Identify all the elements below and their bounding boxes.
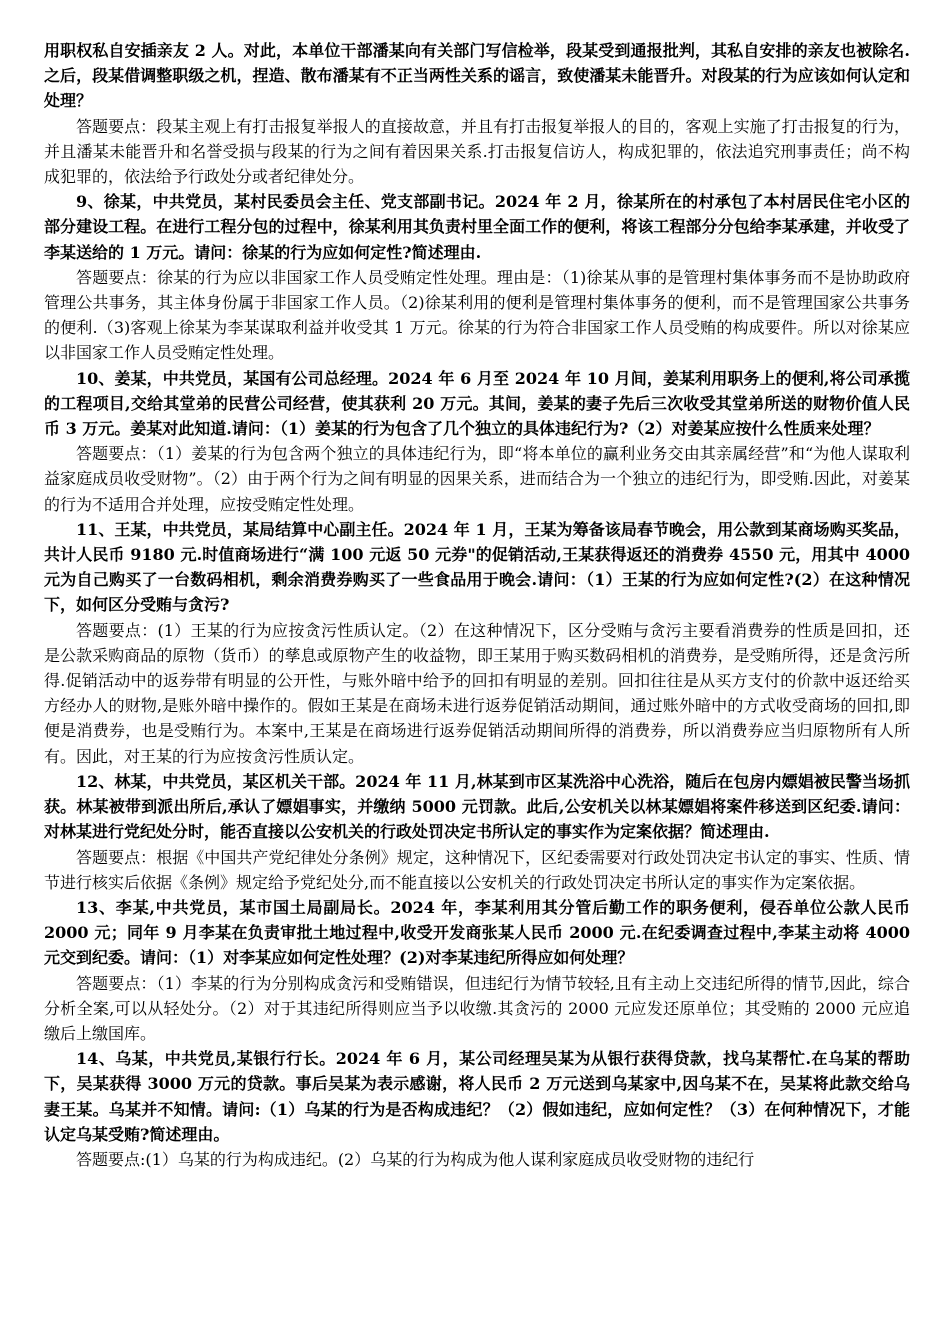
question-paragraph-9: 9、徐某，中共党员，某村民委员会主任、党支部副书记。2024 年 2 月，徐某所在的村承包了本村居民住宅小区的部分建设工程。在进行工程分包的过程中，徐某利用其负责村里全面工作的便利，将该工程部分分包给李某承建，并收受了李某送给的 1 万元。请问：徐某的行为应如何定性?简述理由. — [44, 192, 910, 262]
question-paragraph-11: 11、王某，中共党员，某局结算中心副主任。2024 年 1 月，王某为筹备该局春节晚会，用公款到某商场购买奖品，共计人民币 9180 元.时值商场进行“满 100 元返 50 元券"的促销活动,王某获得返还的消费券 4550 元，用其中 4000 元为自己购买了一台数码相机，剩余消费券购买了一些食品用于晚会.请问：（1）王某的行为应如何定性?(2）在这种情况下，如何区分受贿与贪污? — [44, 519, 910, 615]
question-paragraph-12: 12、林某，中共党员，某区机关干部。2024 年 11 月,林某到市区某洗浴中心洗浴，随后在包房内嫖娼被民警当场抓获。林某被带到派出所后,承认了嫖娼事实，并缴纳 5000 元罚款。此后,公安机关以林某嫖娼将案件移送到区纪委.请问：对林某进行党纪处分时，能否直接以公安机关的行政处罚决定书所认定的事实作为定案依据？简述理由. — [44, 771, 910, 842]
answer-paragraph-8: 答题要点：段某主观上有打击报复举报人的直接故意，并且有打击报复举报人的目的，客观上实施了打击报复的行为，并且潘某未能晋升和名誉受损与段某的行为之间有着因果关系.打击报复信访人，构成犯罪的，依法追究刑事责任；尚不构成犯罪的，依法给予行政处分或者纪律处分。 — [44, 116, 910, 187]
answer-paragraph-9: 答题要点：徐某的行为应以非国家工作人员受贿定性处理。理由是：（1)徐某从事的是管理村集体事务而不是协助政府管理公共事务，其主体身份属于非国家工作人员。（2)徐某利用的便利是管理村集体事务的便利，而不是管理国家公共事务的便利.（3)客观上徐某为李某谋取利益并收受其 1 万元。徐某的行为符合非国家工作人员受贿的构成要件。所以对徐某应以非国家工作人员受贿定性处理。 — [44, 267, 910, 363]
answer-paragraph-11: 答题要点：(1）王某的行为应按贪污性质认定。（2）在这种情况下，区分受贿与贪污主要看消费券的性质是回扣，还是公款采购商品的原物（货币）的孳息或原物产生的收益物，即王某用于购买数码相机的消费券，是受贿所得，还是贪污所得.促销活动中的返券带有明显的公开性，与账外暗中给予的回扣有明显的差别。回扣往往是从买方支付的价款中返还给买方经办人的财物,是账外暗中操作的。假如王某是在商场未进行返券促销活动期间，通过账外暗中的方式收受商场的回扣,即便是消费券，也是受贿行为。本案中,王某是在商场进行返券促销活动期间所得的消费券，所以消费券应当归原物所有人所有。因此，对王某的行为应按贪污性质认定。 — [44, 620, 910, 766]
question-paragraph-10: 10、姜某，中共党员，某国有公司总经理。2024 年 6 月至 2024 年 10 月间，姜某利用职务上的便利,将公司承揽的工程项目,交给其堂弟的民营公司经营，使其获利 20 万元。其间，姜某的妻子先后三次收受其堂弟所送的财物价值人民币 3 万元。姜某对此知道.请问：（1）姜某的行为包含了几个独立的具体违纪行为?（2）对姜某应按什么性质来处理？ — [44, 368, 910, 439]
document-page — [44, 38, 910, 1172]
question-paragraph-8-continued: 用职权私自安插亲友 2 人。对此，本单位干部潘某向有关部门写信检举，段某受到通报批判，其私自安排的亲友也被除名.之后，段某借调整职级之机，捏造、散布潘某有不正当两性关系的谣言，致使潘某未能晋升。对段某的行为应该如何认定和处理？ — [44, 41, 910, 111]
answer-paragraph-10: 答题要点：（1）姜某的行为包含两个独立的具体违纪行为，即“将本单位的赢利业务交由其亲属经营”和“为他人谋取利益家庭成员收受财物”。（2）由于两个行为之间有明显的因果关系，进而结合为一个独立的违纪行为，即受贿.因此，对姜某的行为不适用合并处理，应按受贿定性处理。 — [44, 444, 910, 514]
answer-paragraph-12: 答题要点：根据《中国共产党纪律处分条例》规定，这种情况下，区纪委需要对行政处罚决定书认定的事实、性质、情节进行核实后依据《条例》规定给予党纪处分,而不能直接以公安机关的行政处罚决定书所认定的事实作为定案依据。 — [44, 847, 910, 892]
answer-paragraph-14: 答题要点:(1）乌某的行为构成违纪。(2）乌某的行为构成为他人谋利家庭成员收受财物的违纪行 — [76, 1149, 755, 1169]
answer-paragraph-13: 答题要点：（1）李某的行为分别构成贪污和受贿错误，但违纪行为情节较轻,且有主动上交违纪所得的情节,因此，综合分析全案,可以从轻处分。（2）对于其违纪所得则应当予以收缴.其贪污的 2000 元应发还原单位；其受贿的 2000 元应追缴后上缴国库。 — [44, 973, 910, 1043]
question-paragraph-13: 13、李某,中共党员，某市国土局副局长。2024 年，李某利用其分管后勤工作的职务便利，侵吞单位公款人民币 2000 元；同年 9 月李某在负责审批土地过程中,收受开发商张某人民币 2000 元.在纪委调查过程中,李某主动将 4000 元交到纪委。请问：（1）对李某应如何定性处理？(2)对李某违纪所得应如何处理？ — [44, 897, 910, 968]
question-paragraph-14: 14、乌某，中共党员,某银行行长。2024 年 6 月，某公司经理吴某为从银行获得贷款，找乌某帮忙.在乌某的帮助下，吴某获得 3000 万元的贷款。事后吴某为表示感谢，将人民币 2 万元送到乌某家中,因乌某不在，吴某将此款交给乌妻王某。乌某并不知情。请问:（1）乌某的行为是否构成违纪？（2）假如违纪，应如何定性？（3）在何种情况下，才能认定乌某受贿?简述理由。 — [44, 1049, 910, 1144]
